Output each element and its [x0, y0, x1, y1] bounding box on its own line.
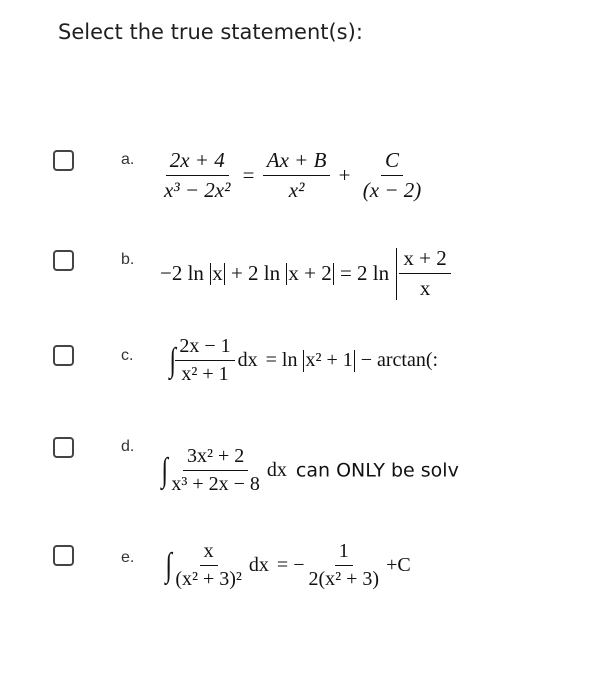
option-d-letter: d. [121, 438, 135, 455]
option-e-rhs-numerator: 1 [335, 540, 353, 566]
option-b-fraction [399, 246, 450, 301]
option-e-integrand-numerator: x [200, 540, 218, 566]
option-a-term1-fraction [263, 148, 331, 203]
option-d-integral-sign: ∫ [161, 451, 168, 489]
option-a-term2-denominator: (x − 2) [362, 178, 422, 202]
option-a-term2-fraction [359, 148, 425, 203]
option-d-dx: dx [266, 459, 287, 481]
option-b-middle: + 2 ln [225, 261, 286, 285]
option-a-lhs-numerator: 2x + 4 [166, 148, 229, 176]
option-d-equation [160, 445, 459, 496]
option-a-plus: + [338, 163, 351, 187]
option-c-rhs-ln: = ln [260, 349, 303, 371]
option-a-letter: a. [121, 151, 135, 168]
option-d-integrand-numerator: 3x² + 2 [183, 445, 248, 471]
option-b-abs1: x [212, 261, 223, 285]
option-b-equation [160, 246, 451, 301]
option-b-checkbox[interactable] [53, 250, 74, 271]
option-c-integral-sign: ∫ [169, 341, 176, 379]
option-e-equation [164, 540, 414, 591]
option-a-lhs-denominator: x³ − 2x² [164, 178, 231, 202]
option-d-integrand [167, 445, 264, 496]
option-b-fraction-numerator: x + 2 [399, 246, 450, 274]
question-prompt: Select the true statement(s): [58, 20, 363, 44]
option-d-checkbox[interactable] [53, 437, 74, 458]
option-a-equals: = [242, 163, 255, 187]
option-d-text: can ONLY be solv [289, 459, 459, 482]
option-a-lhs-fraction [160, 148, 234, 203]
option-e-dx: dx [248, 554, 269, 576]
option-c-letter: c. [121, 347, 134, 364]
option-b-fraction-denominator: x [419, 276, 431, 300]
option-e-letter: e. [121, 549, 135, 566]
option-e-integrand [171, 540, 246, 591]
option-a-term2-numerator: C [381, 148, 403, 176]
option-e-integral-sign: ∫ [165, 546, 172, 584]
option-b-abs2: x + 2 [288, 261, 332, 285]
option-b-letter: b. [121, 251, 135, 268]
option-a-term1-numerator: Ax + B [263, 148, 331, 176]
option-e-constant: +C [386, 554, 411, 576]
option-c-rhs-arctan: − arctan(: [355, 349, 439, 371]
option-c-equation [168, 335, 438, 386]
option-e-rhs-fraction [304, 540, 383, 591]
option-a-equation [160, 148, 425, 203]
option-d-integrand-denominator: x³ + 2x − 8 [171, 473, 260, 495]
option-e-rhs-denominator: 2(x² + 3) [308, 568, 380, 590]
option-c-integrand-numerator: 2x − 1 [175, 335, 234, 361]
option-a-term1-denominator: x² [288, 178, 305, 202]
option-c-integrand-denominator: x² + 1 [181, 363, 229, 385]
option-a-checkbox[interactable] [53, 150, 74, 171]
option-c-integrand [175, 335, 234, 386]
option-c-abs: x² + 1 [305, 349, 353, 371]
option-e-integrand-denominator: (x² + 3)² [175, 568, 242, 590]
option-e-checkbox[interactable] [53, 545, 74, 566]
option-e-equals: = − [271, 554, 305, 576]
option-b-rhs: = 2 ln [334, 261, 395, 285]
option-c-checkbox[interactable] [53, 345, 74, 366]
option-c-dx: dx [237, 349, 258, 371]
option-b-lhs: −2 ln [160, 261, 210, 285]
